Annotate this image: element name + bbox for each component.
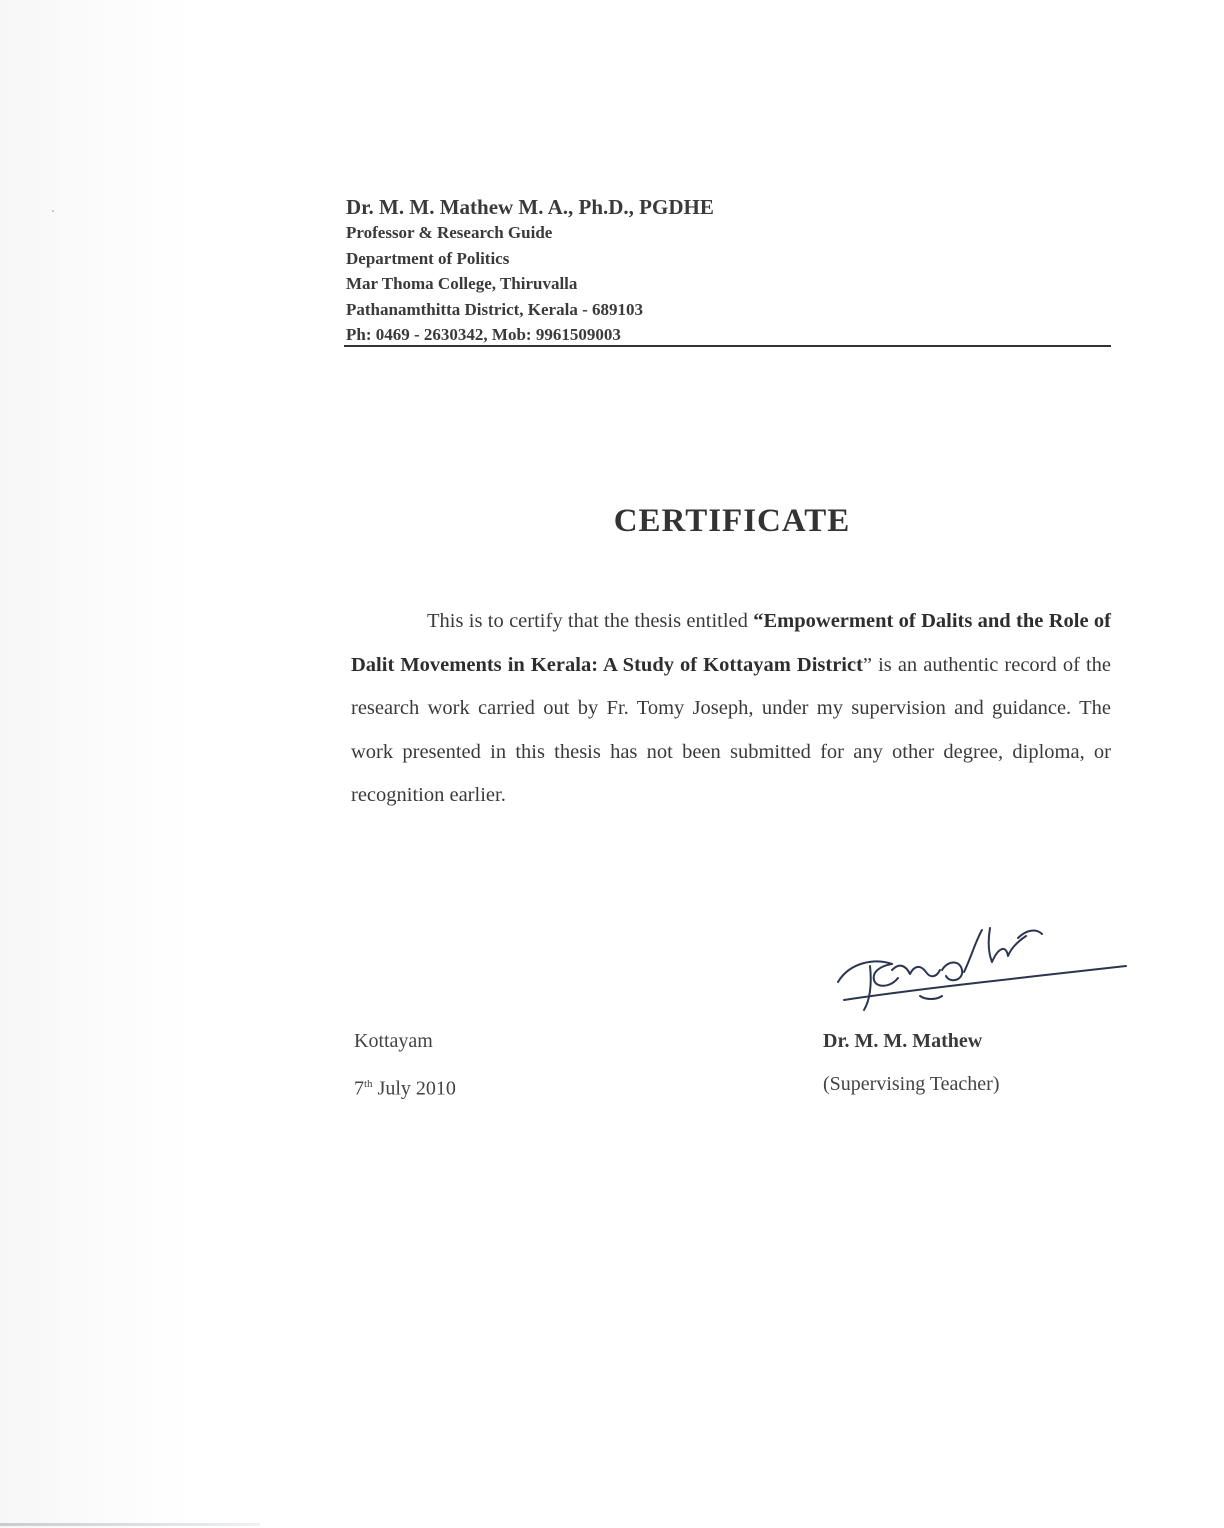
- date: [354, 1063, 456, 1111]
- letterhead-designation: Professor & Research Guide: [346, 223, 553, 242]
- signatory-role: (Supervising Teacher): [823, 1073, 1000, 1095]
- place-date: [354, 1020, 456, 1111]
- letterhead-college: Mar Thoma College, Thiruvalla: [346, 274, 578, 293]
- scan-speck: [52, 210, 54, 212]
- signatory-block: [823, 1020, 1000, 1106]
- date-month-year: July 2010: [372, 1077, 456, 1100]
- scan-shade: [0, 0, 190, 1528]
- body-intro: This is to certify that the thesis entitled: [427, 610, 754, 632]
- handwritten-signature: [830, 900, 1130, 1020]
- certificate-body: [351, 600, 1111, 818]
- thesis-title: “Empowerment of Dalits and the Role of Dalit Movements in Kerala: A Study of Kottayam District: [351, 610, 1111, 676]
- letterhead-divider: [344, 345, 1111, 347]
- letterhead-district: Pathanamthitta District, Kerala - 689103: [346, 299, 643, 319]
- letterhead-phone: Ph: 0469 - 2630342, Mob: 9961509003: [346, 325, 621, 344]
- place: Kottayam: [354, 1030, 433, 1052]
- body-rest: is an authentic record of the research work carried out by Fr. Tomy Joseph, under my supervision and guidance. The work presented in this thesis has not been submitted for any other degree, diploma, or recognition earlier.: [351, 653, 1111, 806]
- certificate-title: CERTIFICATE: [613, 503, 851, 539]
- signatory-name: Dr. M. M. Mathew: [823, 1030, 983, 1052]
- closing-quote: ”: [862, 653, 873, 676]
- letterhead-name: Dr. M. M. Mathew M. A., Ph.D., PGDHE: [346, 195, 714, 219]
- letterhead: [346, 193, 1111, 348]
- scan-edge-strip: [0, 1523, 260, 1526]
- date-day: 7: [354, 1077, 364, 1100]
- date-suffix: th: [364, 1078, 373, 1090]
- letterhead-department: Department of Politics: [346, 248, 510, 268]
